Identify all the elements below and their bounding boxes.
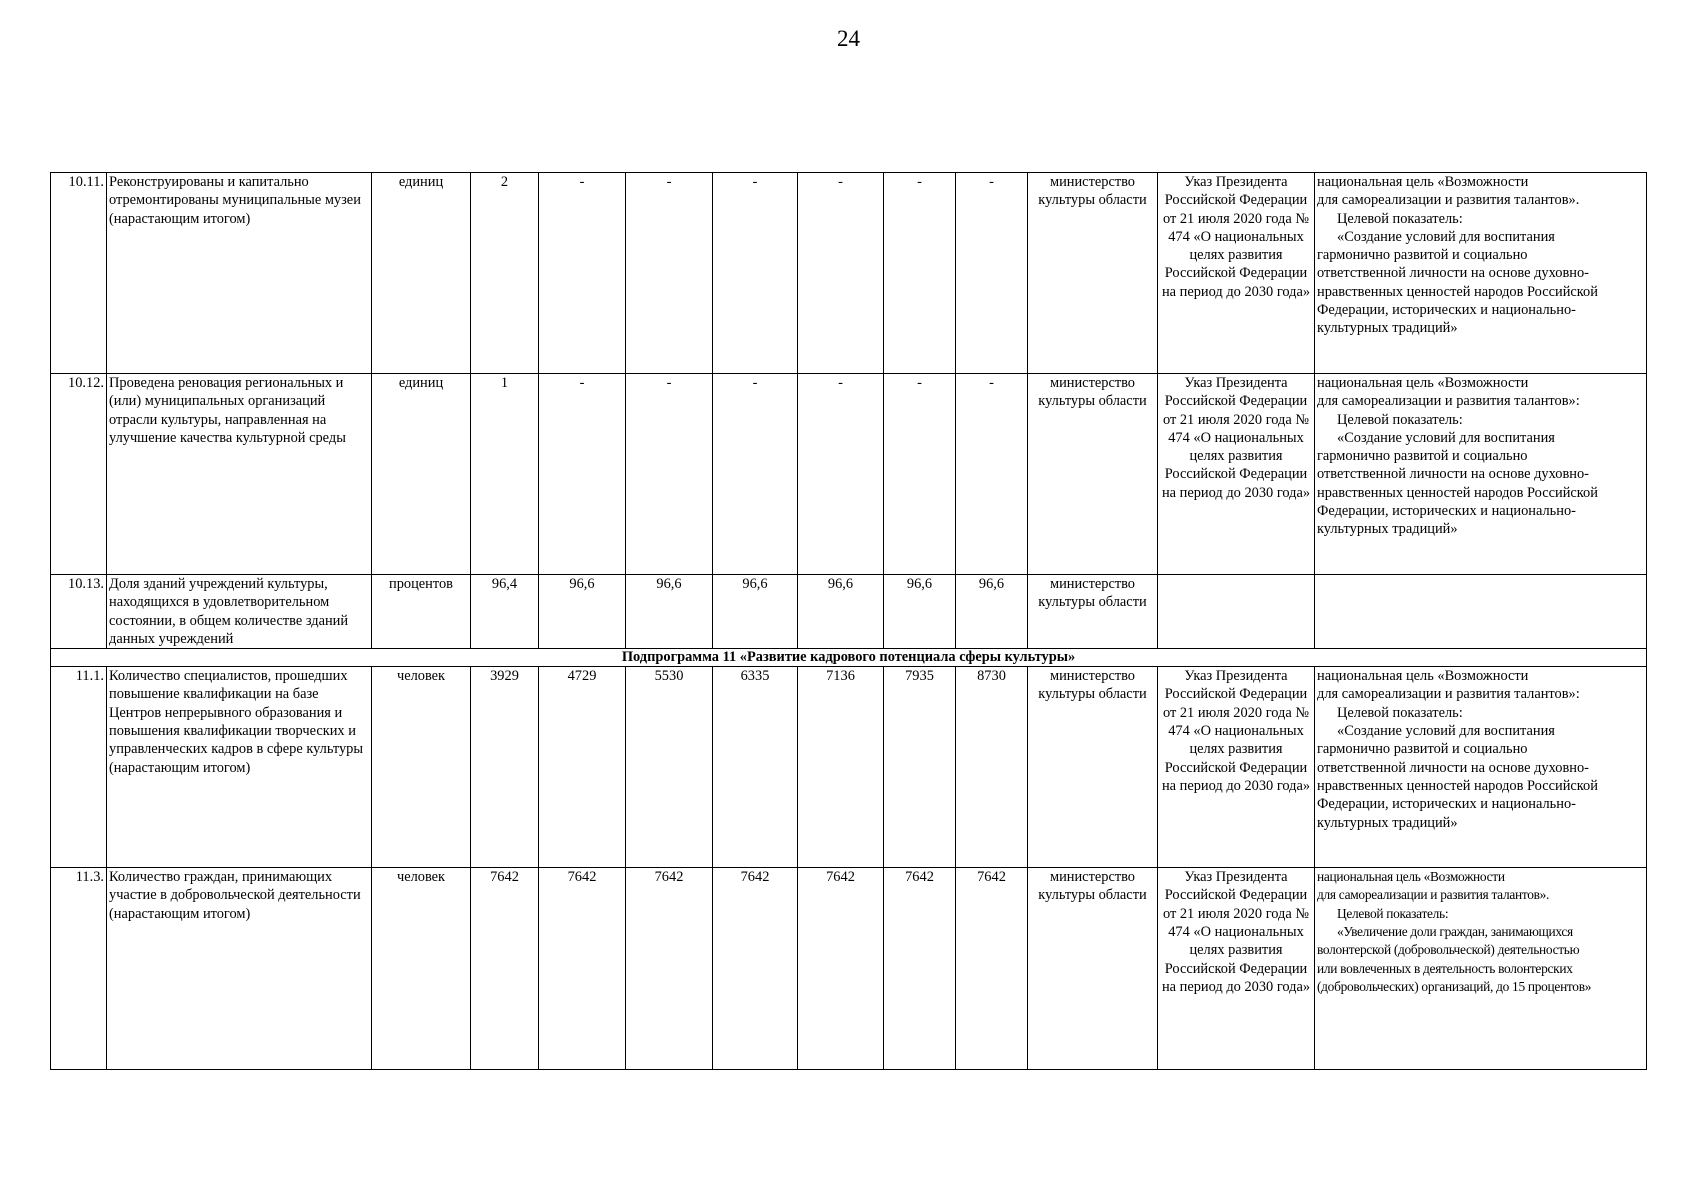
goal-line: ответственной личности на основе духовно-: [1317, 759, 1589, 776]
national-goal-cell: [1315, 173, 1647, 374]
unit-cell: человек: [372, 667, 471, 868]
subprogram-row: [51, 649, 1647, 667]
value-cell: 7935: [884, 667, 956, 868]
indicator-name: Проведена реновация региональных и (или) муниципальных организаций отрасли культуры, направленная на улучшение качества культурной среды: [107, 374, 372, 575]
goal-line: «Увеличение доли граждан, занимающихся: [1337, 924, 1573, 940]
indicator-name: Количество специалистов, прошедших повышение квалификации на базе Центров непрерывного образования и повышения квалификации творческих и управленческих кадров в сфере культуры (нарастающим итогом): [107, 667, 372, 868]
value-cell: -: [798, 173, 884, 374]
table-row: [51, 575, 1647, 649]
national-goal-cell: [1315, 667, 1647, 868]
goal-line: культурных традиций»: [1317, 320, 1458, 337]
row-number: 11.1.: [51, 667, 107, 868]
value-cell: 6335: [713, 667, 798, 868]
goal-line: национальная цель «Возможности: [1317, 375, 1529, 391]
responsible-cell: министерство культуры области: [1028, 868, 1158, 1070]
value-cell: -: [626, 374, 713, 575]
goal-line: нравственных ценностей народов Российской: [1317, 484, 1598, 501]
value-cell: 8730: [956, 667, 1028, 868]
goal-line: Федерации, исторических и национально-: [1317, 302, 1576, 319]
indicator-name: Количество граждан, принимающих участие в добровольческой деятельности (нарастающим итогом): [107, 868, 372, 1070]
row-number: 10.11.: [51, 173, 107, 374]
goal-line: Целевой показатель:: [1337, 905, 1449, 921]
value-cell: 96,6: [956, 575, 1028, 649]
value-cell: 7642: [956, 868, 1028, 1070]
value-cell: -: [539, 374, 626, 575]
value-cell: 7642: [713, 868, 798, 1070]
document-cell: [1158, 575, 1315, 649]
value-cell: -: [713, 173, 798, 374]
indicators-table: [50, 172, 1647, 1070]
responsible-cell: министерство культуры области: [1028, 374, 1158, 575]
value-cell: 7136: [798, 667, 884, 868]
value-cell: -: [713, 374, 798, 575]
value-cell: 7642: [471, 868, 539, 1070]
value-cell: 96,6: [626, 575, 713, 649]
goal-line: (добровольческих) организаций, до 15 процентов»: [1317, 978, 1592, 994]
goal-line: или вовлеченных в деятельность волонтерских: [1317, 960, 1573, 976]
value-cell: -: [956, 173, 1028, 374]
goal-line: гармонично развитой и социально: [1317, 448, 1528, 465]
national-goal-cell: [1315, 868, 1647, 1070]
goal-line: национальная цель «Возможности: [1317, 869, 1505, 885]
value-cell: -: [884, 173, 956, 374]
value-cell: -: [798, 374, 884, 575]
indicator-name: Доля зданий учреждений культуры, находящихся в удовлетворительном состоянии, в общем количестве зданий данных учреждений: [107, 575, 372, 649]
value-cell: -: [956, 374, 1028, 575]
value-cell: 7642: [626, 868, 713, 1070]
document-cell: Указ Президента Российской Федерации от 21 июля 2020 года № 474 «О национальных целях развития Российской Федерации на период до 2030 года»: [1158, 868, 1315, 1070]
goal-line: «Создание условий для воспитания: [1337, 723, 1555, 740]
value-cell: 7642: [884, 868, 956, 1070]
goal-line: ответственной личности на основе духовно-: [1317, 466, 1589, 483]
responsible-cell: министерство культуры области: [1028, 575, 1158, 649]
value-cell: 3929: [471, 667, 539, 868]
value-cell: 96,6: [884, 575, 956, 649]
goal-line: Федерации, исторических и национально-: [1317, 503, 1576, 520]
indicator-name: Реконструированы и капитально отремонтированы муниципальные музеи (нарастающим итогом): [107, 173, 372, 374]
responsible-cell: министерство культуры области: [1028, 173, 1158, 374]
goal-line: для самореализации и развития талантов».: [1317, 887, 1550, 903]
goal-line: для самореализации и развития талантов»:: [1317, 686, 1580, 703]
national-goal-cell: [1315, 374, 1647, 575]
goal-line: Федерации, исторических и национально-: [1317, 796, 1576, 813]
value-cell: 2: [471, 173, 539, 374]
goal-line: гармонично развитой и социально: [1317, 741, 1528, 758]
row-number: 10.12.: [51, 374, 107, 575]
value-cell: 7642: [798, 868, 884, 1070]
table-row: [51, 667, 1647, 868]
goal-line: культурных традиций»: [1317, 814, 1458, 831]
row-number: 11.3.: [51, 868, 107, 1070]
value-cell: 5530: [626, 667, 713, 868]
table-body: [51, 173, 1647, 1070]
goal-line: для самореализации и развития талантов»:: [1317, 393, 1580, 410]
goal-line: Целевой показатель:: [1337, 411, 1463, 428]
unit-cell: единиц: [372, 374, 471, 575]
goal-line: культурных традиций»: [1317, 521, 1458, 538]
value-cell: -: [626, 173, 713, 374]
subprogram-title: Подпрограмма 11 «Развитие кадрового потенциала сферы культуры»: [51, 649, 1647, 667]
value-cell: 96,4: [471, 575, 539, 649]
document-cell: Указ Президента Российской Федерации от 21 июля 2020 года № 474 «О национальных целях развития Российской Федерации на период до 2030 года»: [1158, 667, 1315, 868]
value-cell: 7642: [539, 868, 626, 1070]
goal-line: гармонично развитой и социально: [1317, 247, 1528, 264]
table-row: [51, 868, 1647, 1070]
goal-line: для самореализации и развития талантов».: [1317, 192, 1580, 209]
table-row: [51, 374, 1647, 575]
document-cell: Указ Президента Российской Федерации от 21 июля 2020 года № 474 «О национальных целях развития Российской Федерации на период до 2030 года»: [1158, 374, 1315, 575]
national-goal-cell: [1315, 575, 1647, 649]
value-cell: 96,6: [713, 575, 798, 649]
responsible-cell: министерство культуры области: [1028, 667, 1158, 868]
value-cell: 96,6: [798, 575, 884, 649]
goal-line: Целевой показатель:: [1337, 210, 1463, 227]
value-cell: -: [884, 374, 956, 575]
goal-line: «Создание условий для воспитания: [1337, 228, 1555, 245]
goal-line: Целевой показатель:: [1337, 704, 1463, 721]
row-number: 10.13.: [51, 575, 107, 649]
goal-line: национальная цель «Возможности: [1317, 174, 1529, 190]
goal-line: ответственной личности на основе духовно-: [1317, 265, 1589, 282]
value-cell: 96,6: [539, 575, 626, 649]
value-cell: 1: [471, 374, 539, 575]
value-cell: -: [539, 173, 626, 374]
goal-line: «Создание условий для воспитания: [1337, 429, 1555, 446]
document-cell: Указ Президента Российской Федерации от 21 июля 2020 года № 474 «О национальных целях развития Российской Федерации на период до 2030 года»: [1158, 173, 1315, 374]
value-cell: 4729: [539, 667, 626, 868]
page-number: 24: [837, 26, 860, 51]
table-row: [51, 173, 1647, 374]
unit-cell: единиц: [372, 173, 471, 374]
goal-line: нравственных ценностей народов Российской: [1317, 777, 1598, 794]
goal-line: национальная цель «Возможности: [1317, 668, 1529, 685]
unit-cell: процентов: [372, 575, 471, 649]
goal-line: волонтерской (добровольческой) деятельностью: [1317, 942, 1580, 958]
goal-line: нравственных ценностей народов Российской: [1317, 283, 1598, 300]
unit-cell: человек: [372, 868, 471, 1070]
